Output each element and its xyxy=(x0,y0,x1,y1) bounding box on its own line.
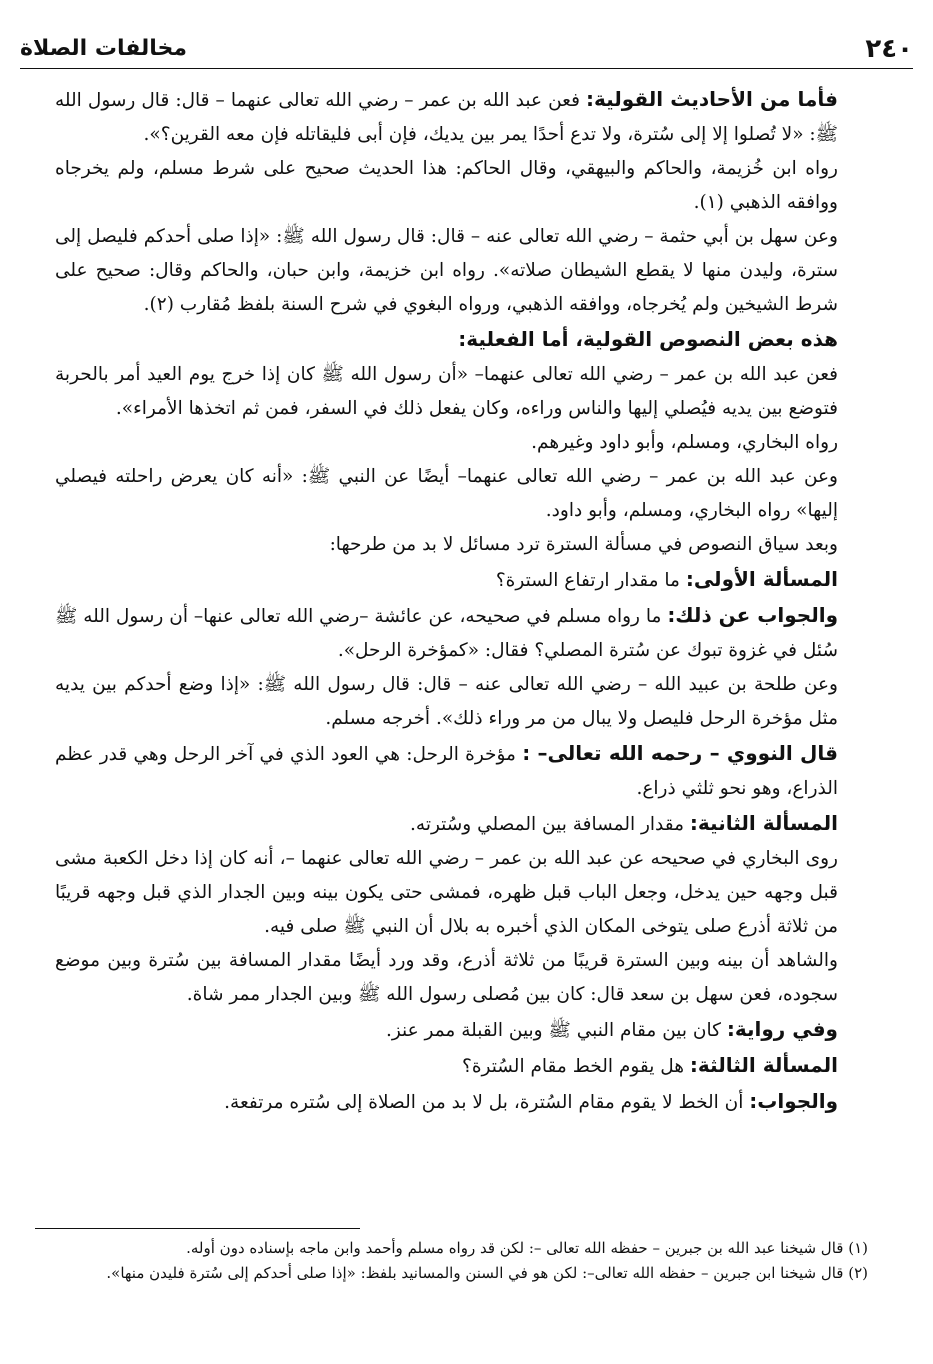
paragraph-text: مؤخرة الرحل: هي العود الذي في آخر الرحل وهي قدر عظم الذراع، وهو نحو ثلثي ذراع. xyxy=(55,744,838,799)
paragraph xyxy=(55,842,838,944)
paragraph-heading: قال النووي – رحمه الله تعالى– : xyxy=(522,741,838,765)
paragraph xyxy=(55,736,838,806)
paragraph-heading: والجواب: xyxy=(749,1089,838,1113)
paragraph xyxy=(55,152,838,220)
paragraph xyxy=(55,1048,838,1084)
paragraph xyxy=(55,220,838,322)
paragraph-heading: المسألة الثانية: xyxy=(689,811,838,835)
paragraph-text: رواه البخاري، ومسلم، وأبو داود وغيرهم. xyxy=(531,432,838,453)
paragraph xyxy=(55,358,838,426)
paragraph xyxy=(55,426,838,460)
paragraph-heading: فأما من الأحاديث القولية: xyxy=(585,87,838,111)
paragraph xyxy=(55,82,838,152)
running-title: مخالفات الصلاة xyxy=(20,36,188,61)
paragraph-text: فعن عبد الله بن عمر – رضي الله تعالى عنهما – قال: قال رسول الله ﷺ: «لا تُصلوا إلا إلى سُترة، ولا تدع أحدًا يمر بين يديك، فإن أبى فليقاتله فإن معه القرين؟». xyxy=(55,90,838,145)
paragraph xyxy=(55,944,838,1012)
paragraph xyxy=(55,668,838,736)
paragraph-text: وعن سهل بن أبي حثمة – رضي الله تعالى عنه – قال: قال رسول الله ﷺ: «إذا صلى أحدكم فليصل إلى سترة، وليدن منها لا يقطع الشيطان صلاته». رواه ابن خزيمة، وابن حبان، والحاكم وقال: صحيح على شرط الشيخين ولم يُخرجاه، ووافقه الذهبي، ورواه البغوي في شرح السنة بلفظ مُقارب (٢). xyxy=(55,226,838,315)
paragraph xyxy=(55,1012,838,1048)
paragraph-text: وبعد سياق النصوص في مسألة السترة ترد مسائل لا بد من طرحها: xyxy=(329,534,838,555)
paragraph-text: وعن طلحة بن عبيد الله – رضي الله تعالى عنه – قال: قال رسول الله ﷺ: «إذا وضع أحدكم بين يديه مثل مؤخرة الرحل فليصل ولا يبال من مر وراء ذلك». أخرجه مسلم. xyxy=(55,674,838,729)
paragraph xyxy=(55,528,838,562)
paragraph-text: أن الخط لا يقوم مقام السُترة، بل لا بد من الصلاة إلى سُتره مرتفعة. xyxy=(224,1092,744,1113)
paragraph-text: ما رواه مسلم في صحيحه، عن عائشة –رضي الله تعالى عنها– أن رسول الله ﷺ سُئل في غزوة تبوك عن سُترة المصلي؟ فقال: «كمؤخرة الرحل». xyxy=(55,606,838,661)
paragraph xyxy=(55,598,838,668)
section-heading: هذه بعض النصوص القولية، أما الفعلية: xyxy=(458,327,838,351)
paragraph-text: روى البخاري في صحيحه عن عبد الله بن عمر – رضي الله تعالى عنهما –، أنه كان إذا دخل الكعبة مشى قبل وجهه حين يدخل، وجعل الباب قبل ظهره، فمشى حتى يكون بينه وبين الجدار الذي قبل وجهه قريبًا من ثلاثة أذرع صلى يتوخى المكان الذي أخبره به بلال أن النبي ﷺ صلى فيه. xyxy=(55,848,838,937)
paragraph-heading: المسألة الثالثة: xyxy=(689,1053,838,1077)
footnote-divider xyxy=(35,1228,360,1229)
paragraph xyxy=(55,1084,838,1120)
footnote: (٢) قال شيخنا ابن جبرين – حفظه الله تعالى–: لكن هو في السنن والمسانيد بلفظ: «إذا صلى أحدكم إلى سُترة فليدن منها». xyxy=(106,1264,868,1282)
paragraph-text: كان بين مقام النبي ﷺ وبين القبلة ممر عنز. xyxy=(385,1020,721,1041)
page-number: ٢٤٠ xyxy=(865,34,913,64)
paragraph xyxy=(55,460,838,528)
paragraph xyxy=(55,806,838,842)
paragraph-text: مقدار المسافة بين المصلي وسُترته. xyxy=(410,814,685,835)
paragraph xyxy=(55,562,838,598)
paragraph-text: فعن عبد الله بن عمر – رضي الله تعالى عنهما– «أن رسول الله ﷺ كان إذا خرج يوم العيد أمر بالحربة فتوضع بين يديه فيُصلي إليها والناس وراءه، وكان يفعل ذلك في السفر، فمن ثم اتخذها الأمراء». xyxy=(55,364,838,419)
footnote: (١) قال شيخنا عبد الله بن جبرين – حفظه الله تعالى –: لكن قد رواه مسلم وأحمد وابن ماجه بإسناده دون أوله. xyxy=(186,1239,868,1257)
paragraph-text: هل يقوم الخط مقام السُترة؟ xyxy=(462,1056,685,1077)
page-header xyxy=(20,28,913,69)
paragraph xyxy=(55,322,838,358)
paragraph-heading: والجواب عن ذلك: xyxy=(667,603,838,627)
main-text xyxy=(55,82,838,1120)
paragraph-text: وعن عبد الله بن عمر – رضي الله تعالى عنهما– أيضًا عن النبي ﷺ: «أنه كان يعرض راحلته فيصلي إليها» رواه البخاري، ومسلم، وأبو داود. xyxy=(55,466,838,521)
paragraph-heading: وفي رواية: xyxy=(726,1017,838,1041)
paragraph-text: رواه ابن خُزيمة، والحاكم والبيهقي، وقال الحاكم: هذا الحديث صحيح على شرط مسلم، ولم يخرجاه ووافقه الذهبي (١). xyxy=(55,158,838,213)
paragraph-text: والشاهد أن بينه وبين السترة قريبًا من ثلاثة أذرع، وقد ورد أيضًا مقدار المسافة بين سُترة وبين موضع سجوده، فعن سهل بن سعد قال: كان بين مُصلى رسول الله ﷺ وبين الجدار ممر شاة. xyxy=(55,950,838,1005)
paragraph-text: ما مقدار ارتفاع السترة؟ xyxy=(495,570,680,591)
footnotes xyxy=(40,1236,868,1286)
paragraph-heading: المسألة الأولى: xyxy=(685,567,838,591)
